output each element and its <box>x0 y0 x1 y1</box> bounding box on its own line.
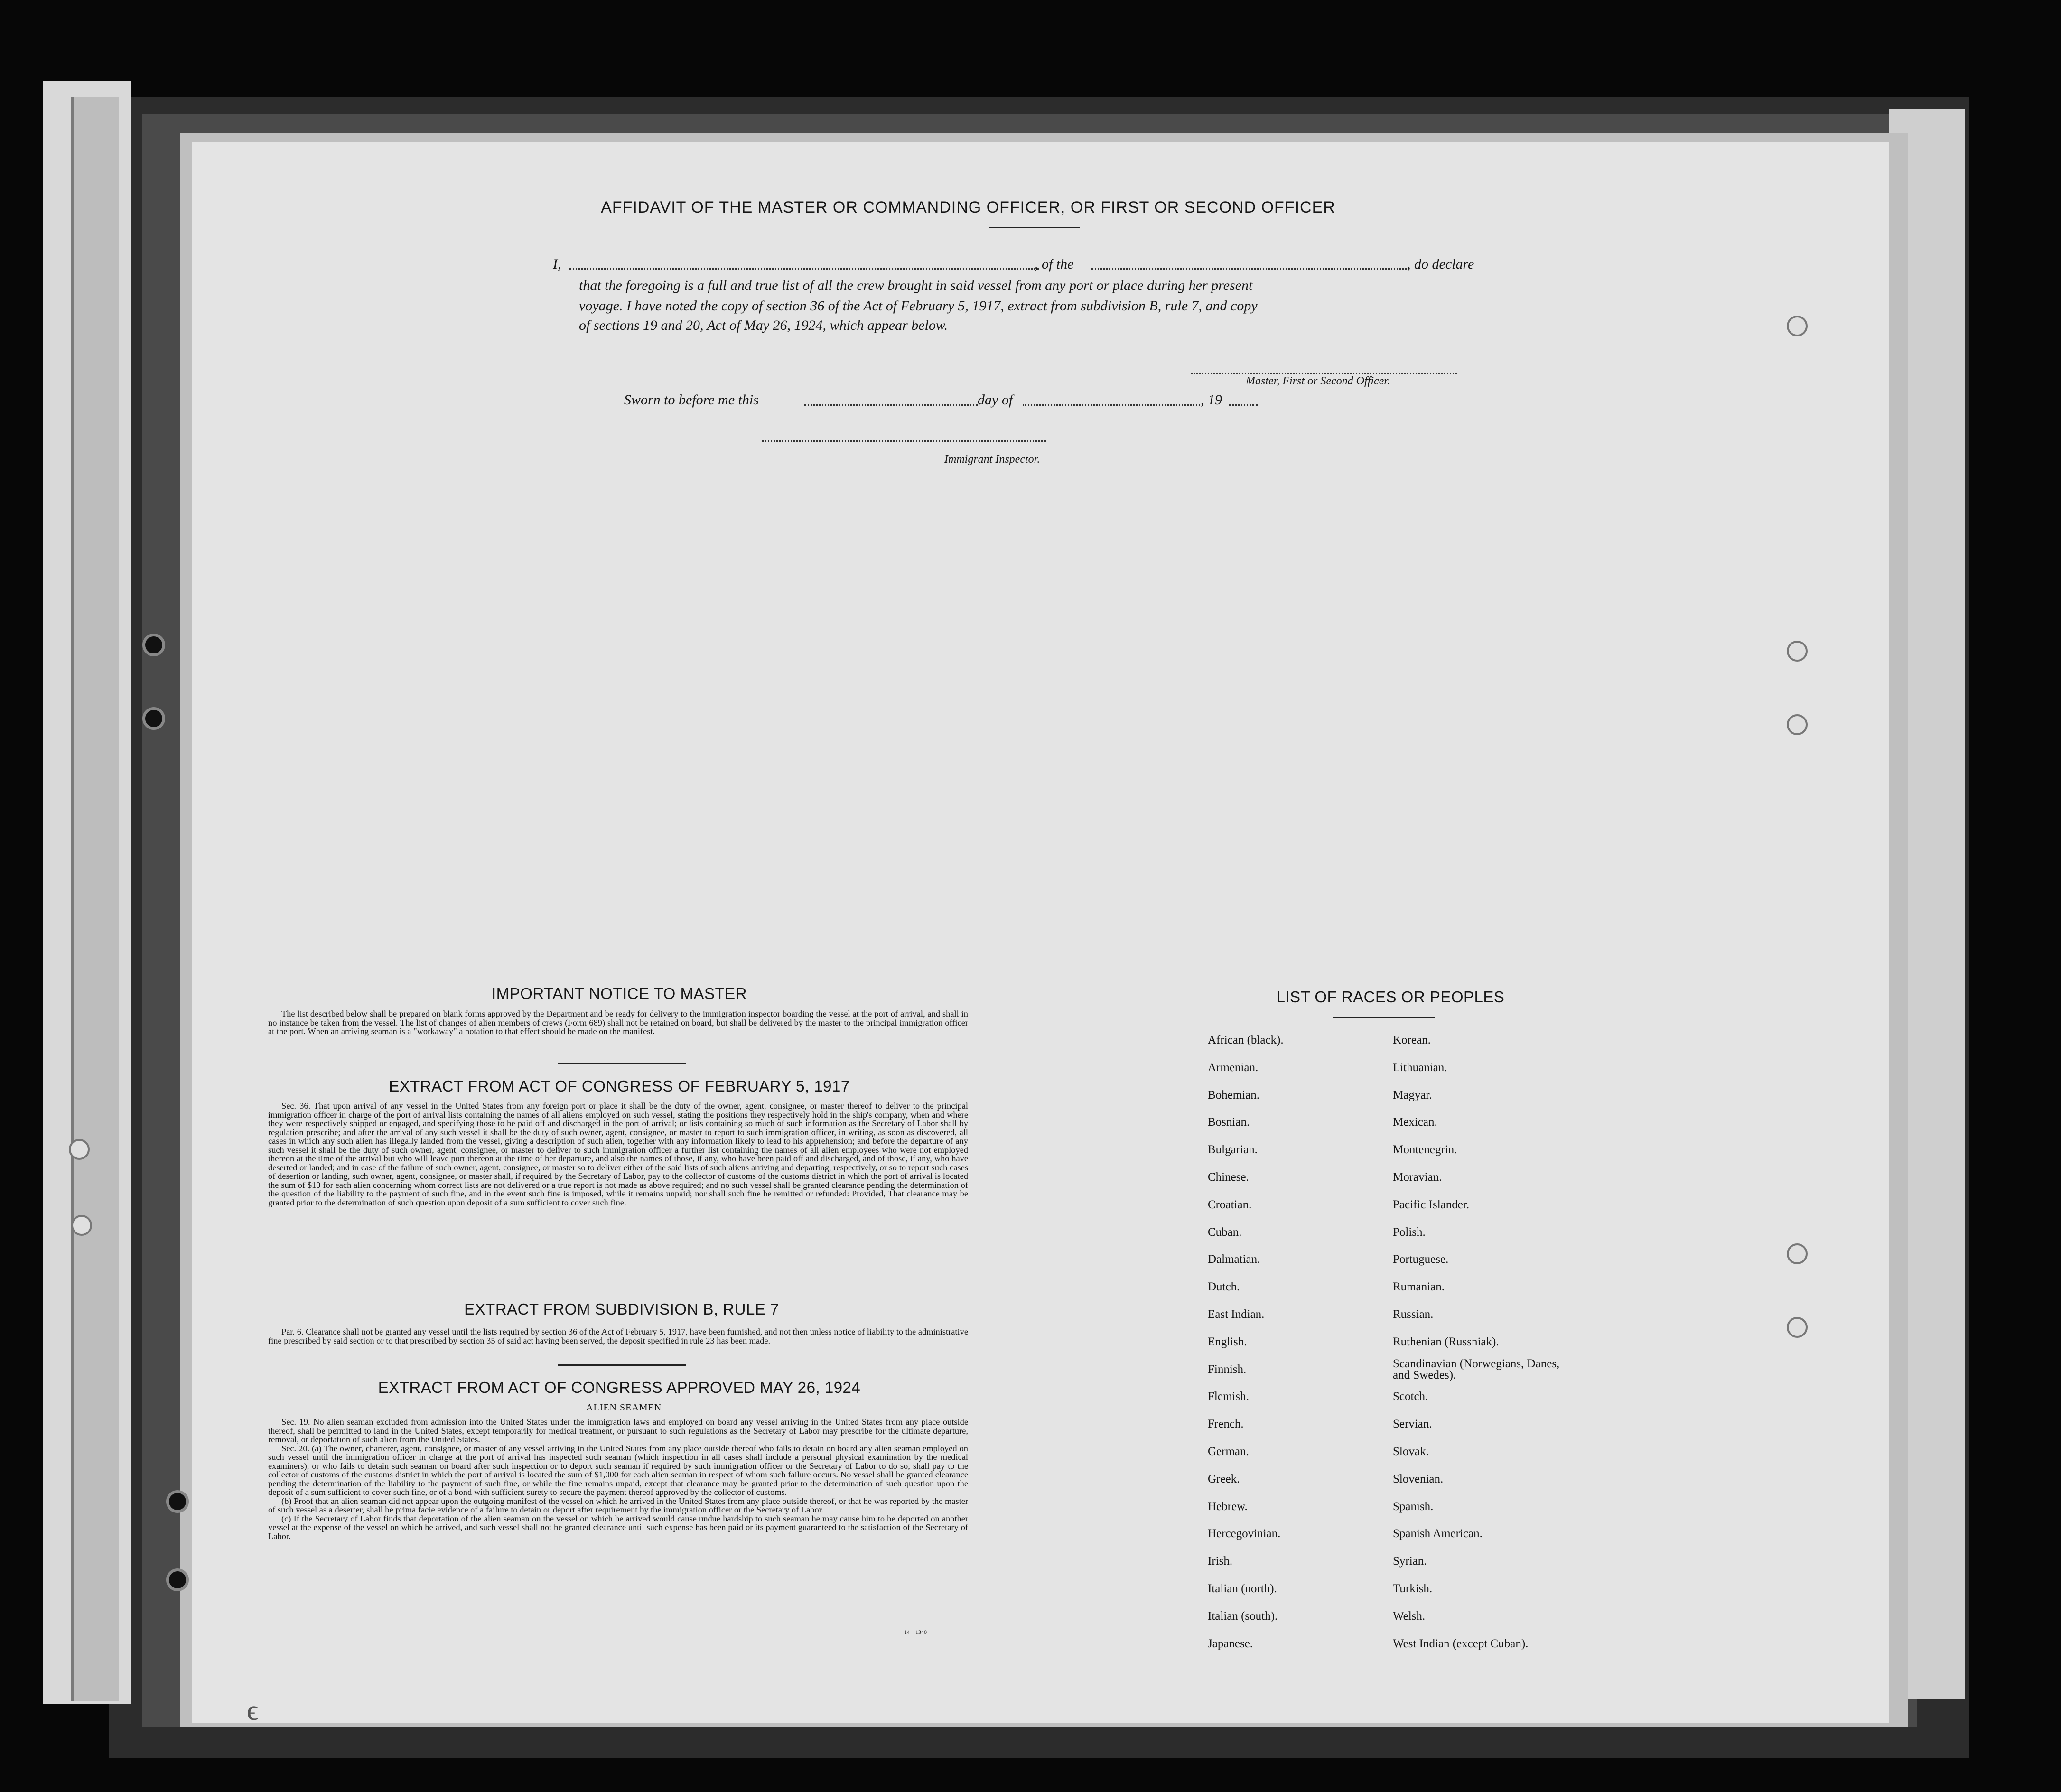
race-item: East Indian. <box>1208 1308 1265 1321</box>
sworn-text: Sworn to before me this <box>624 392 759 408</box>
race-item: Spanish American. <box>1393 1527 1483 1540</box>
race-item: Dalmatian. <box>1208 1253 1260 1266</box>
race-item: Croatian. <box>1208 1198 1252 1211</box>
race-item: Polish. <box>1393 1225 1426 1239</box>
race-item: Bosnian. <box>1208 1116 1250 1129</box>
extract-1917-text <box>268 1101 968 1207</box>
race-item: Lithuanian. <box>1393 1061 1447 1074</box>
affidavit-declare: , do declare <box>1407 256 1474 272</box>
race-item: Italian (south). <box>1208 1609 1278 1623</box>
affidavit-line3: voyage. I have noted the copy of section 36 of the Act of February 5, 1917, extract from subdivision B, rule 7, and copy <box>579 298 1258 314</box>
left-page-stack <box>71 97 119 1701</box>
notice-paragraph: The list described below shall be prepared on blank forms approved by the Department and be ready for delivery to the immigration inspector boarding the vessel at the port of arrival, and shall in no instance be taken from the vessel. The list of changes of alien members of crews (Form 689) shall not be retained on board, but shall be delivered by the master to the principal immigration officer at the port. When an arriving seaman is a "workaway" a notation to that effect should be made on the manifest. <box>268 1009 968 1036</box>
binding-hole <box>1787 1317 1808 1338</box>
race-item: African (black). <box>1208 1034 1284 1046</box>
race-item: Italian (north). <box>1208 1582 1277 1595</box>
race-item: Ruthenian (Russniak). <box>1393 1335 1499 1348</box>
races-rule <box>1333 1017 1435 1018</box>
sworn-day-blank[interactable] <box>804 404 978 406</box>
pencil-mark: ϵ <box>247 1695 259 1726</box>
binding-hole <box>1787 641 1808 662</box>
binding-hole <box>142 707 165 730</box>
race-item: Syrian. <box>1393 1555 1427 1568</box>
race-item: Russian. <box>1393 1308 1434 1321</box>
section-19-paragraph: Sec. 19. No alien seaman excluded from admission into the United States under the immigration laws and employed on board any vessel arriving in the United States from any place outside thereof, shall be permitted to land in the United States, except temporarily for medical treatment, or pursuant to such regulations as the Secretary of Labor may prescribe for the ultimate departure, removal, or deportation of such alien from the United States. <box>268 1417 968 1444</box>
race-item: Spanish. <box>1393 1500 1434 1513</box>
section-20c-paragraph: (c) If the Secretary of Labor finds that deportation of the alien seaman on the vessel on which he arrived would cause undue hardship to such seaman he may cause him to be deported on another vessel at the expense of the vessel on which he arrived, and such vessel shall not be granted clearance until such expense has been paid or its payment guaranteed to the satisfaction of the Secretary of Labor. <box>268 1513 968 1541</box>
race-item: Bohemian. <box>1208 1088 1260 1101</box>
race-item: Rumanian. <box>1393 1280 1445 1294</box>
affidavit-line4: of sections 19 and 20, Act of May 26, 1924, which appear below. <box>579 317 948 333</box>
race-item: French. <box>1208 1418 1244 1431</box>
race-item: Magyar. <box>1393 1088 1432 1101</box>
affidavit-line2: that the foregoing is a full and true list of all the crew brought in said vessel from any port or place during her present <box>579 278 1253 293</box>
race-item: Korean. <box>1393 1034 1431 1046</box>
subdivision-rule <box>558 1364 686 1366</box>
race-item: Slovenian. <box>1393 1472 1444 1485</box>
extract-1917-title: EXTRACT FROM ACT OF CONGRESS OF FEBRUARY 5, 1917 <box>389 1077 850 1095</box>
title-rule <box>989 227 1080 228</box>
race-item: Turkish. <box>1393 1582 1433 1595</box>
race-item: English. <box>1208 1335 1247 1348</box>
binding-hole <box>166 1490 189 1513</box>
year-prefix: , 19 <box>1201 392 1222 408</box>
section-20a-paragraph: Sec. 20. (a) The owner, charterer, agent, consignee, or master of any vessel arriving in the United States from any place outside thereof who fails to detain on board any alien seaman employed on such vessel until the immigration officer in charge at the port of arrival has inspected such seaman (which inspection in all cases shall include a personal physical examination by the medical examiners), or who fails to detain such seaman on board after such inspection or to deport such seaman if required by such immigration officer or the Secretary of Labor to do so, shall pay to the collector of customs of the customs district in which the port of arrival is located the sum of $1,000 for each alien seaman in respect of whom such failure occurs. No vessel shall be granted clearance pending the determination of the liability to the payment of such fine, or while the fine remains unpaid, except that clearance may be granted prior to the determination of such question upon the deposit of a sum sufficient to cover such fine, or of a bond with sufficient surety to secure the payment thereof approved by the collector of customs. <box>268 1443 968 1497</box>
race-item: Montenegrin. <box>1393 1143 1457 1157</box>
race-item: Bulgarian. <box>1208 1143 1258 1157</box>
section-36-paragraph: Sec. 36. That upon arrival of any vessel in the United States from any foreign port or place it shall be the duty of the owner, agent, consignee, or master thereof to deliver to the principal immigration officer in charge of the port of arrival lists containing the names of all aliens employed on such vessel, stating the positions they respectively hold in the ship's company, when and where they were respectively shipped or engaged, and specifying those to be paid off and discharged in the port of arrival; or lists containing so much of such information as the Secretary of Labor shall by regulation prescribe; and after the arrival of any such vessel it shall be the duty of such owner, agent, consignee, or master to report to such immigration officer, in writing, as soon as discovered, all cases in which any such alien has illegally landed from the vessel, giving a description of such alien, together with any information likely to lead to his apprehension; and before the departure of any such vessel it shall be the duty of such owner, agent, consignee, or master to deliver to such immigration officer a further list containing the names of all alien employees who were not employed thereon at the time of the arrival but who will leave port thereon at the time of her departure, and also the names of those, if any, who have been paid off and discharged, and of those, if any, who have deserted or landed; and in case of the failure of such owner, agent, consignee, or master so to deliver either of the said lists of such aliens arriving and departing, respectively, or so to report such cases of desertion or landing, such owner, agent, consignee, or master shall, if required by the Secretary of Labor, pay to the collector of customs of the customs district in which the port of arrival is located the sum of $10 for each alien concerning whom correct lists are not delivered or a true report is not made as above required; and no such vessel shall be granted clearance pending the determination of the question of the liability to the payment of such fine, and in the event such fine is imposed, while it remains unpaid; nor shall such fine be remitted or refunded: Provided, That clearance may be granted prior to the determination of such question upon deposit of a sum sufficient to cover such fine. <box>268 1101 968 1207</box>
binding-hole <box>166 1568 189 1591</box>
notice-rule <box>558 1063 686 1064</box>
extract-1924-text <box>268 1418 968 1540</box>
race-item: Dutch. <box>1208 1280 1240 1294</box>
race-item: Flemish. <box>1208 1390 1249 1403</box>
inspector-signature-blank[interactable] <box>762 440 1046 442</box>
binding-hole <box>142 634 165 656</box>
race-item: Portuguese. <box>1393 1253 1449 1266</box>
race-item: Hebrew. <box>1208 1500 1248 1513</box>
day-of-text: day of <box>978 392 1013 408</box>
name-blank[interactable] <box>569 268 1039 270</box>
race-item: Moravian. <box>1393 1171 1442 1184</box>
subdivision-b-text <box>268 1327 968 1345</box>
race-item: Welsh. <box>1393 1609 1426 1623</box>
binding-hole <box>1787 1243 1808 1264</box>
master-signature-blank[interactable] <box>1191 373 1457 374</box>
race-item: Greek. <box>1208 1472 1240 1485</box>
binding-hole <box>69 1139 90 1160</box>
race-item: German. <box>1208 1445 1249 1458</box>
race-item: Cuban. <box>1208 1225 1242 1239</box>
race-item: Mexican. <box>1393 1116 1437 1129</box>
race-item: Chinese. <box>1208 1171 1249 1184</box>
form-number: 14—1340 <box>904 1629 927 1635</box>
race-item: Slovak. <box>1393 1445 1429 1458</box>
affidavit-title: AFFIDAVIT OF THE MASTER OR COMMANDING OFFICER, OR FIRST OR SECOND OFFICER <box>601 198 1335 216</box>
vessel-blank[interactable] <box>1091 268 1409 270</box>
race-item: Finnish. <box>1208 1363 1247 1376</box>
subdivision-b-title: EXTRACT FROM SUBDIVISION B, RULE 7 <box>464 1300 779 1318</box>
section-20b-paragraph: (b) Proof that an alien seaman did not appear upon the outgoing manifest of the vessel on which he arrived in the United States from any place outside thereof, or that he was reported by the master of such vessel as a deserter, shall be prima facie evidence of a failure to detain or deport after requirement by the immigration officer or the Secretary of Labor. <box>268 1496 968 1514</box>
affidavit-i: I, <box>553 256 561 272</box>
inspector-label: Immigrant Inspector. <box>944 453 1040 466</box>
notice-title: IMPORTANT NOTICE TO MASTER <box>491 985 747 1002</box>
race-item: Pacific Islander. <box>1393 1198 1470 1211</box>
race-item: Irish. <box>1208 1555 1233 1568</box>
race-item: Scandinavian (Norwegians, Danes, and Swedes). <box>1393 1357 1560 1381</box>
race-item: Japanese. <box>1208 1637 1253 1650</box>
par-6-paragraph: Par. 6. Clearance shall not be granted any vessel until the lists required by section 36 of the Act of February 5, 1917, have been furnished, and not then unless notice of liability to the administrative fine prescribed by said section or to that prescribed by section 35 of said act having been served, the deposit specified in rule 23 has been made. <box>268 1327 968 1345</box>
month-blank[interactable] <box>1023 404 1203 406</box>
race-item: West Indian (except Cuban). <box>1393 1637 1529 1650</box>
alien-seamen-heading: ALIEN SEAMEN <box>586 1402 662 1413</box>
races-title: LIST OF RACES OR PEOPLES <box>1276 988 1505 1006</box>
notice-text <box>268 1009 968 1036</box>
affidavit-of-the: , of the <box>1035 256 1074 272</box>
binding-hole <box>1787 316 1808 336</box>
race-item: Armenian. <box>1208 1061 1259 1074</box>
master-signature-label: Master, First or Second Officer. <box>1246 375 1390 387</box>
binding-hole <box>71 1215 92 1236</box>
race-item: Hercegovinian. <box>1208 1527 1281 1540</box>
year-blank[interactable] <box>1229 404 1258 406</box>
extract-1924-title: EXTRACT FROM ACT OF CONGRESS APPROVED MAY 26, 1924 <box>378 1379 861 1396</box>
race-item: Scotch. <box>1393 1390 1428 1403</box>
binding-hole <box>1787 714 1808 735</box>
race-item: Servian. <box>1393 1418 1432 1431</box>
